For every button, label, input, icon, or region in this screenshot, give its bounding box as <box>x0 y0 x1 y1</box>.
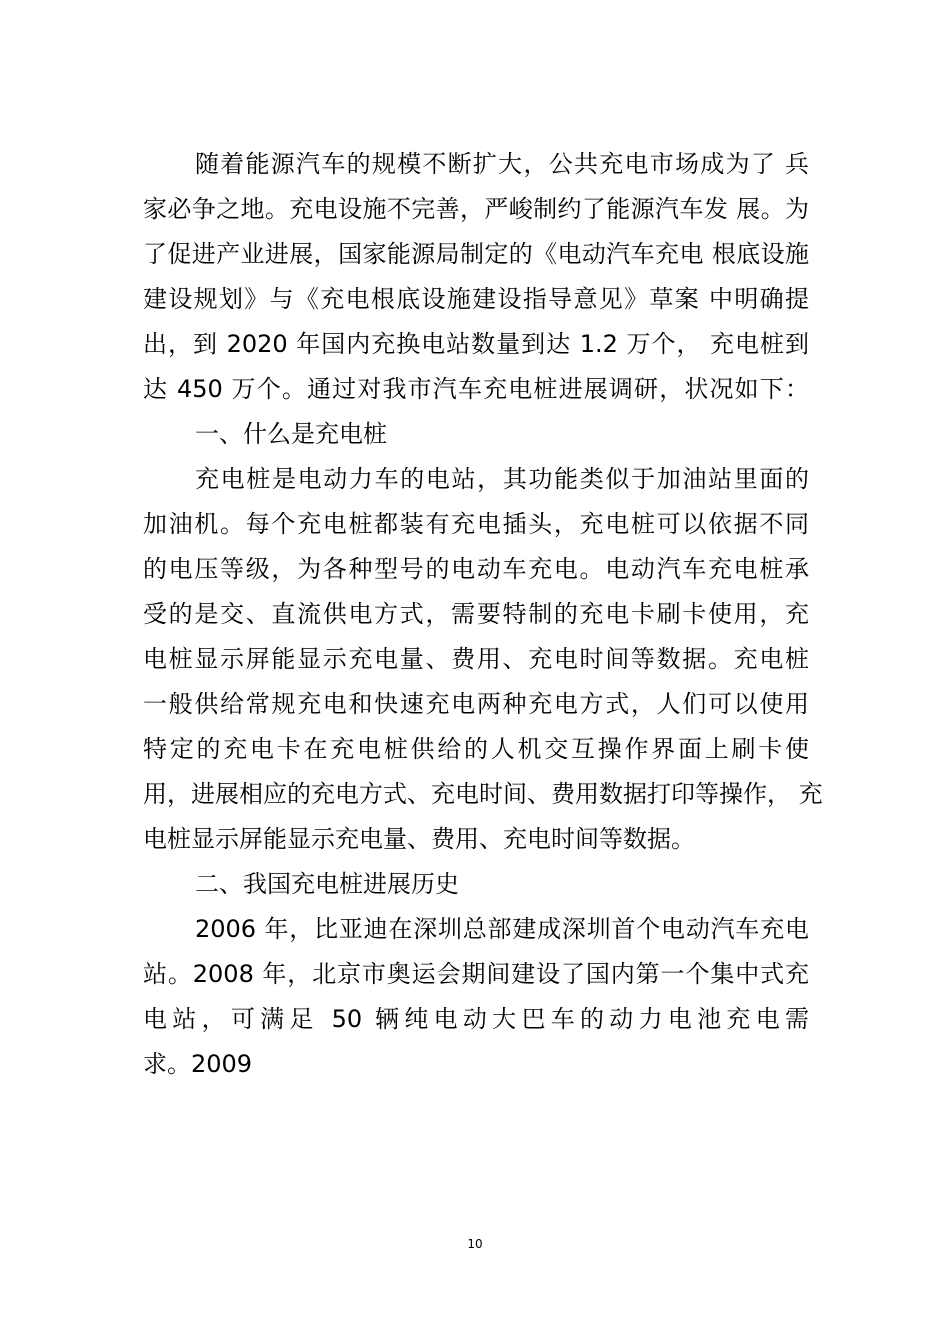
paragraph-line: 家必争之地。充电设施不完善，严峻制约了能源汽车发 展。为 <box>143 195 809 223</box>
paragraph-line: 电桩显示屏能显示充电量、费用、充电时间等数据。充电桩 <box>143 645 809 673</box>
paragraph-line: 站。2008 年，北京市奥运会期间建设了国内第一个集中式充 <box>143 960 809 988</box>
paragraph-line: 了促进产业进展，国家能源局制定的《电动汽车充电 根底设施 <box>143 240 809 268</box>
paragraph-line: 电桩显示屏能显示充电量、费用、充电时间等数据。 <box>143 825 695 853</box>
paragraph-line: 电站，可满足 50 辆纯电动大巴车的动力电池充电需 <box>143 1005 809 1033</box>
paragraph-line: 受的是交、直流供电方式，需要特制的充电卡刷卡使用，充 <box>143 600 809 628</box>
paragraph-line: 2006 年，比亚迪在深圳总部建成深圳首个电动汽车充电 <box>195 915 809 943</box>
paragraph-line: 随着能源汽车的规模不断扩大，公共充电市场成为了 兵 <box>195 150 809 178</box>
paragraph-line: 加油机。每个充电桩都装有充电插头，充电桩可以依据不同 <box>143 510 809 538</box>
paragraph-line: 的电压等级，为各种型号的电动车充电。电动汽车充电桩承 <box>143 555 809 583</box>
page-number: 10 <box>467 1237 483 1251</box>
paragraph-line: 达 450 万个。通过对我市汽车充电桩进展调研，状况如下： <box>143 375 809 403</box>
paragraph-line: 出，到 2020 年国内充换电站数量到达 1.2 万个， 充电桩到 <box>143 330 809 358</box>
paragraph-line: 用，进展相应的充电方式、充电时间、费用数据打印等操作， 充 <box>143 780 823 808</box>
paragraph-line: 求。2009 <box>143 1050 253 1078</box>
section-heading: 一、什么是充电桩 <box>195 420 387 448</box>
section-heading: 二、我国充电桩进展历史 <box>195 870 459 898</box>
paragraph-line: 一般供给常规充电和快速充电两种充电方式，人们可以使用 <box>143 690 809 718</box>
paragraph-line: 建设规划》与《充电根底设施建设指导意见》草案 中明确提 <box>143 285 809 313</box>
paragraph-line: 充电桩是电动力车的电站，其功能类似于加油站里面的 <box>195 465 809 493</box>
paragraph-line: 特定的充电卡在充电桩供给的人机交互操作界面上刷卡使 <box>143 735 809 763</box>
